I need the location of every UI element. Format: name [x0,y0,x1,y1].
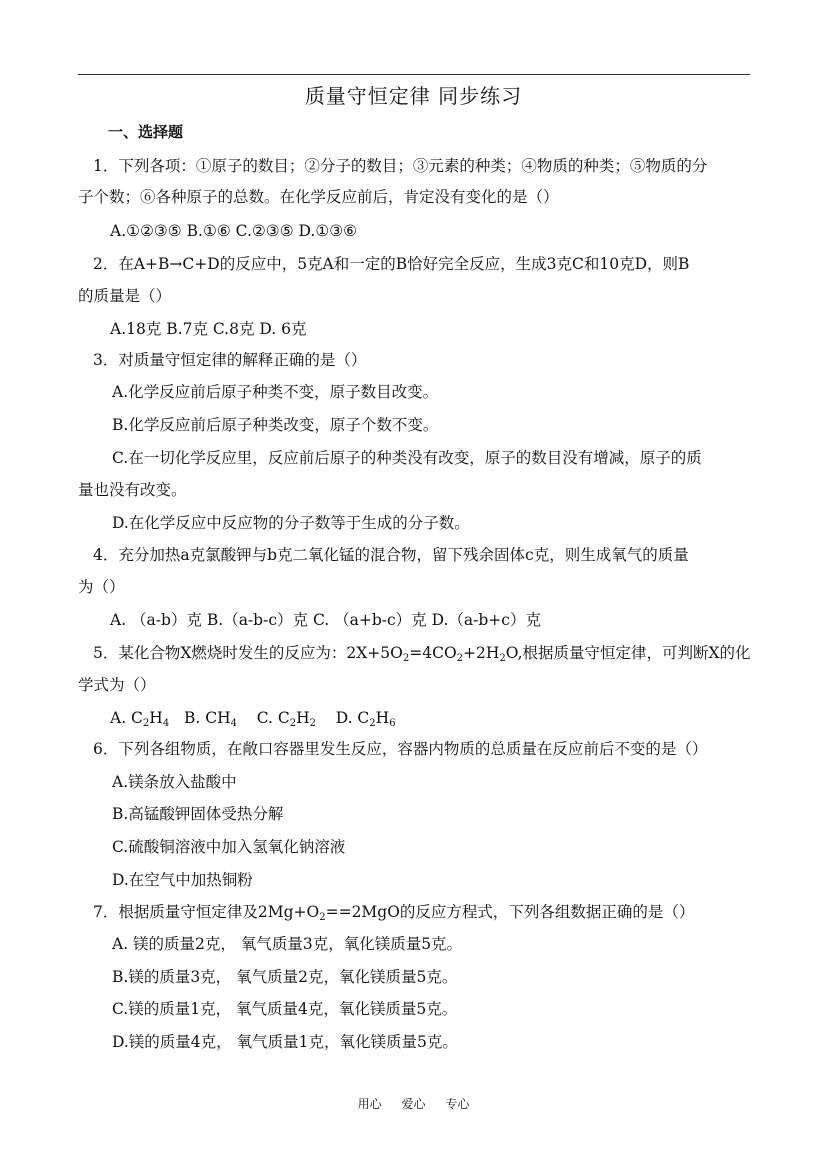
q7-option-b: B.镁的质量3克， 氧气质量2克，氧化镁质量5克。 [112,968,458,986]
q5-options: A. $C_2H_4$ B. $CH_4$ C. $C_2H_2$ D. $C_2H_6$ [110,709,396,729]
q5-line2: 学式为（） [78,676,156,694]
q2-line1: 2．在A+B→C+D的反应中，5克A和一定的B恰好完全反应，生成3克C和10克D，则B [93,255,690,273]
page-title: 质量守恒定律 同步练习 [304,84,523,108]
q3-option-d: D.在化学反应中反应物的分子数等于生成的分子数。 [112,514,470,532]
header-rule [78,74,750,75]
q2-line2: 的质量是（） [78,287,172,305]
footer-item: 专心 [445,1097,470,1111]
q2-options: A.18克 B.7克 C.8克 D. 6克 [110,320,307,338]
q5-line1: 5．某化合物X燃烧时发生的反应为：$2X+5O_2=4CO_2+2H_2O$,根据质量守恒定律，可判断X的化 [93,644,751,664]
q4-line2: 为（） [78,578,125,596]
q7-line1: 7．根据质量守恒定律及$2Mg+O_2==2MgO$的反应方程式，下列各组数据正确的是（） [93,903,695,923]
q6-option-b: B.高锰酸钾固体受热分解 [112,805,284,823]
q3-option-c-line1: C.在一切化学反应里，反应前后原子的种类没有改变，原子的数目没有增减，原子的质 [112,449,702,467]
q3-option-a: A.化学反应前后原子种类不变，原子数目改变。 [112,383,439,401]
q6-line1: 6．下列各组物质，在敞口容器里发生反应，容器内物质的总质量在反应前后不变的是（） [93,740,708,758]
q4-line1: 4．充分加热a克氯酸钾与b克二氧化锰的混合物，留下残余固体c克，则生成氧气的质量 [93,546,689,564]
q6-option-c: C.硫酸铜溶液中加入氢氧化钠溶液 [112,838,346,856]
q6-option-d: D.在空气中加热铜粉 [112,871,253,889]
section-heading: 一、选择题 [108,123,184,141]
q7-option-a: A. 镁的质量2克， 氧气质量3克，氧化镁质量5克。 [112,935,463,953]
q1-line1: 1．下列各项：①原子的数目；②分子的数目；③元素的种类；④物质的种类；⑤物质的分 [93,157,708,175]
q4-options: A. （a-b）克 B.（a-b-c）克 C. （a+b-c）克 D.（a-b+c）克 [110,611,541,629]
q1-line2: 子个数；⑥各种原子的总数。在化学反应前后，肯定没有变化的是（） [78,188,559,206]
q3-line1: 3．对质量守恒定律的解释正确的是（） [93,351,367,369]
q1-options: A.①②③⑤ B.①⑥ C.②③⑤ D.①③⑥ [110,222,358,240]
q6-option-a: A.镁条放入盐酸中 [112,773,237,791]
q7-option-c: C.镁的质量1克， 氧气质量4克，氧化镁质量5克。 [112,1000,458,1018]
q7-option-d: D.镁的质量4克， 氧气质量1克，氧化镁质量5克。 [112,1033,458,1051]
q3-option-b: B.化学反应前后原子种类改变，原子个数不变。 [112,416,439,434]
footer-item: 爱心 [401,1097,426,1111]
page-footer [0,1096,827,1112]
q3-option-c-line2: 量也没有改变。 [78,481,187,499]
footer-item: 用心 [357,1097,382,1111]
